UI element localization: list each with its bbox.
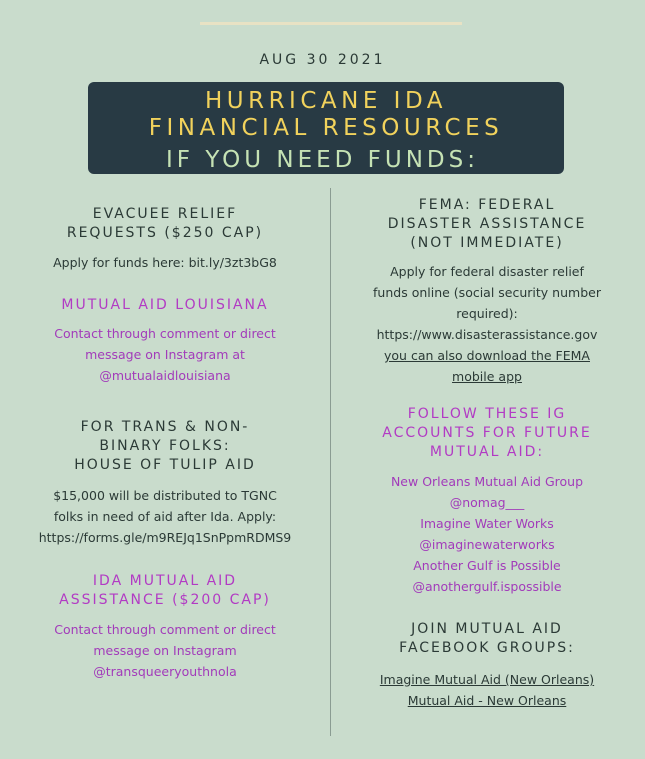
trans-line-3: https://forms.gle/m9REJq1SnPpmRDMS9 [38, 530, 292, 545]
facebook-heading-2: FACEBOOK GROUPS: [399, 640, 575, 656]
evacuee-text: Apply for funds here: bit.ly/3zt3bG8 [53, 255, 277, 270]
fema-app-link-1[interactable]: you can also download the FEMA [384, 348, 590, 363]
fema-line-1: Apply for federal disaster relief [390, 264, 584, 279]
fema-line-3: required): [456, 306, 518, 321]
ig-account-item: @nomag___ [449, 495, 525, 510]
mutual-aid-la-line-1: Contact through comment or direct [54, 326, 276, 341]
fema-url[interactable]: https://www.disasterassistance.gov [376, 327, 598, 342]
facebook-group-link[interactable]: Imagine Mutual Aid (New Orleans) [379, 672, 595, 687]
trans-heading-3: HOUSE OF TULIP AID [74, 457, 256, 473]
date-label: AUG 30 2021 [259, 52, 386, 68]
left-column [15, 0, 315, 759]
ig-account-item: @imaginewaterworks [419, 537, 555, 552]
column-divider [330, 188, 331, 736]
facebook-heading-1: JOIN MUTUAL AID [411, 621, 563, 637]
ig-account-item: Imagine Water Works [420, 516, 554, 531]
fema-app-link-2[interactable]: mobile app [452, 369, 522, 384]
evacuee-section [15, 205, 315, 273]
fema-heading-2: DISASTER ASSISTANCE [387, 216, 587, 232]
trans-line-2: folks in need of aid after Ida. Apply: [53, 509, 277, 524]
ida-mutual-heading-2: ASSISTANCE ($200 CAP) [59, 592, 271, 608]
ida-mutual-heading-1: IDA MUTUAL AID [92, 573, 238, 589]
follow-section [343, 405, 631, 597]
subtitle: IF YOU NEED FUNDS: [166, 147, 479, 173]
fema-heading-1: FEMA: FEDERAL [418, 197, 556, 213]
right-column [343, 0, 631, 759]
trans-heading-2: BINARY FOLKS: [99, 438, 231, 454]
trans-section [15, 418, 315, 548]
title-line-2: FINANCIAL RESOURCES [148, 115, 504, 141]
ida-mutual-line-1: Contact through comment or direct [54, 622, 276, 637]
fema-line-2: funds online (social security number [373, 285, 601, 300]
mutual-aid-la-heading: MUTUAL AID LOUISIANA [61, 297, 269, 313]
mutual-aid-la-line-3: @mutualaidlouisiana [99, 368, 231, 383]
trans-heading-1: FOR TRANS & NON- [80, 419, 250, 435]
follow-heading-1: FOLLOW THESE IG [407, 406, 567, 422]
title-line-1: HURRICANE IDA [204, 88, 448, 114]
trans-line-1: $15,000 will be distributed to TGNC [53, 488, 277, 503]
ida-mutual-line-3: @transqueeryouthnola [93, 664, 237, 679]
facebook-section [343, 620, 631, 711]
fema-section [343, 196, 631, 387]
follow-heading-3: MUTUAL AID: [429, 444, 545, 460]
ig-account-item: Another Gulf is Possible [413, 558, 561, 573]
ida-mutual-section [15, 572, 315, 682]
ida-mutual-line-2: message on Instagram [93, 643, 237, 658]
mutual-aid-la-section [15, 296, 315, 386]
ig-account-item: @anothergulf.ispossible [412, 579, 562, 594]
facebook-group-link[interactable]: Mutual Aid - New Orleans [407, 693, 567, 708]
mutual-aid-la-line-2: message on Instagram at [85, 347, 245, 362]
fema-heading-3: (NOT IMMEDIATE) [410, 235, 564, 251]
evacuee-heading-2: REQUESTS ($250 CAP) [66, 225, 264, 241]
evacuee-heading-1: EVACUEE RELIEF [92, 206, 238, 222]
ig-account-item: New Orleans Mutual Aid Group [390, 474, 584, 489]
follow-heading-2: ACCOUNTS FOR FUTURE [382, 425, 592, 441]
